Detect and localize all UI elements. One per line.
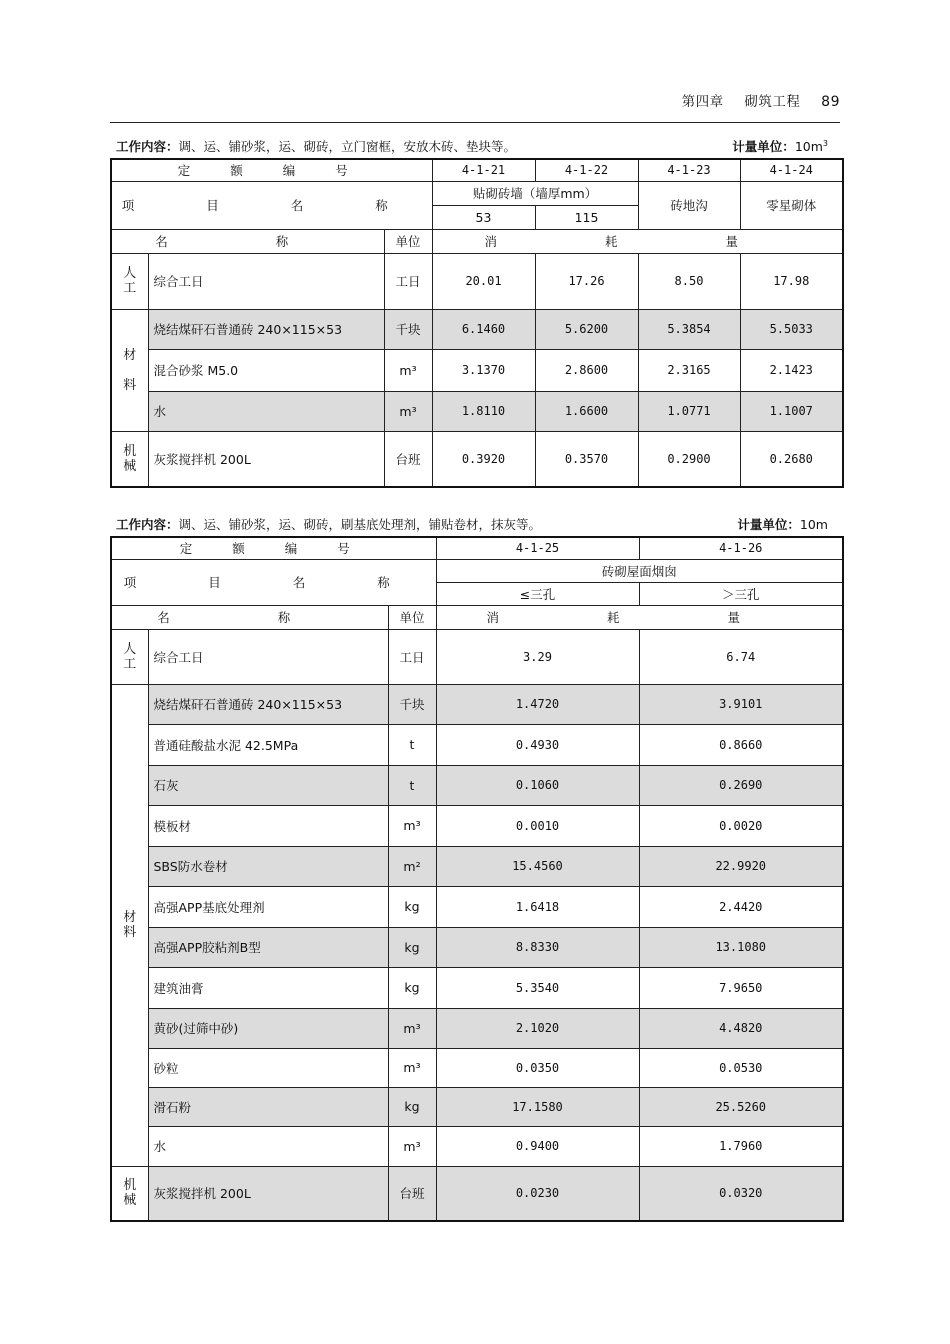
code-row (111, 537, 843, 559)
row-value: 2.1423 (740, 349, 843, 391)
row-unit: m³ (384, 349, 432, 391)
row-value: 1.8110 (432, 391, 535, 431)
row-value: 17.98 (740, 253, 843, 309)
quota-table-2 (110, 536, 844, 1222)
unit-sup: 3 (822, 138, 828, 148)
row-value: 1.1007 (740, 391, 843, 431)
row-name: 综合工日 (148, 629, 388, 684)
cat-char: 材 (123, 910, 137, 925)
row-value: 2.4420 (639, 886, 843, 927)
item-row (111, 181, 843, 205)
column-header-row (111, 605, 843, 629)
row-value: 2.8600 (535, 349, 638, 391)
row-value: 17.1580 (436, 1087, 639, 1126)
code-label: 定 额 编 号 (111, 159, 432, 181)
row-value: 0.4930 (436, 724, 639, 765)
item-label: 项 目 名 称 (111, 181, 432, 229)
row-value: 0.9400 (436, 1126, 639, 1166)
table1-meta (116, 137, 828, 155)
row-name: 普通硅酸盐水泥 42.5MPa (148, 724, 388, 765)
page-number: 89 (821, 94, 840, 110)
row-unit: 千块 (388, 684, 436, 724)
table-row (111, 886, 843, 927)
row-value: 1.6600 (535, 391, 638, 431)
code-cell: 4-1-21 (432, 159, 535, 181)
table-row (111, 765, 843, 805)
table-row (111, 927, 843, 967)
work-label: 工作内容： (116, 139, 179, 154)
row-name: 灰浆搅拌机 200L (148, 431, 384, 487)
category-machine (111, 431, 148, 487)
cat-char: 人 (123, 641, 137, 657)
table2-meta (116, 515, 828, 533)
row-name: 砂粒 (148, 1048, 388, 1087)
row-value: 0.1060 (436, 765, 639, 805)
row-value: 0.2680 (740, 431, 843, 487)
row-value: 5.5033 (740, 309, 843, 349)
row-value: 6.74 (639, 629, 843, 684)
row-unit: 千块 (384, 309, 432, 349)
row-unit: 工日 (388, 629, 436, 684)
cat-char: 人 (123, 266, 137, 281)
chapter-title: 第四章 (681, 94, 724, 110)
code-cell: 4-1-24 (740, 159, 843, 181)
table-row (111, 805, 843, 846)
row-name: SBS防水卷材 (148, 846, 388, 886)
cat-char: 料 (123, 925, 137, 940)
sub-label: ＞三孔 (639, 582, 843, 605)
col3-label: 砖地沟 (638, 181, 740, 229)
unit-info (737, 515, 828, 533)
row-value: 17.26 (535, 253, 638, 309)
cat-char: 材 (123, 347, 137, 363)
table-row (111, 1008, 843, 1048)
item-row (111, 559, 843, 582)
code-cell: 4-1-26 (639, 537, 843, 559)
column-header-row (111, 229, 843, 253)
col4-label: 零星砌体 (740, 181, 843, 229)
row-value: 3.9101 (639, 684, 843, 724)
work-label: 工作内容： (116, 517, 179, 532)
unit-header: 单位 (388, 605, 436, 629)
table-row (111, 349, 843, 391)
row-unit: t (388, 724, 436, 765)
row-name: 综合工日 (148, 253, 384, 309)
row-value: 2.3165 (638, 349, 740, 391)
unit-label: 计量单位： (737, 517, 800, 532)
row-unit: m³ (388, 1126, 436, 1166)
cat-char: 机 (123, 1178, 137, 1194)
table-row (111, 1166, 843, 1221)
row-name: 烧结煤矸石普通砖 240×115×53 (148, 309, 384, 349)
table-row (111, 391, 843, 431)
row-unit: kg (388, 886, 436, 927)
row-unit: kg (388, 927, 436, 967)
row-value: 15.4560 (436, 846, 639, 886)
row-value: 22.9920 (639, 846, 843, 886)
work-text: 调、运、铺砂浆，运、砌砖，立门窗框，安放木砖、垫块等。 (178, 139, 517, 154)
cat-char: 料 (123, 377, 137, 393)
row-value: 2.1020 (436, 1008, 639, 1048)
quota-table-1 (110, 158, 844, 488)
row-name: 高强APP胶粘剂B型 (148, 927, 388, 967)
cat-char: 工 (123, 656, 137, 672)
sub-label: ≤三孔 (436, 582, 639, 605)
code-cell: 4-1-23 (638, 159, 740, 181)
unit-value: 10m (799, 517, 828, 532)
unit-header: 单位 (384, 229, 432, 253)
row-unit: m³ (388, 1048, 436, 1087)
row-value: 0.0350 (436, 1048, 639, 1087)
row-unit: 台班 (388, 1166, 436, 1221)
row-value: 0.2690 (639, 765, 843, 805)
row-unit: kg (388, 1087, 436, 1126)
row-value: 5.6200 (535, 309, 638, 349)
row-name: 混合砂浆 M5.0 (148, 349, 384, 391)
table-row (111, 1048, 843, 1087)
category-material (111, 309, 148, 431)
section-title: 砌筑工程 (744, 94, 801, 110)
table-row (111, 846, 843, 886)
code-cell: 4-1-22 (535, 159, 638, 181)
code-row (111, 159, 843, 181)
row-unit: m³ (388, 1008, 436, 1048)
category-material (111, 684, 148, 1166)
work-text: 调、运、铺砂浆，运、砌砖，刷基底处理剂，铺贴卷材，抹灰等。 (178, 517, 542, 532)
table-row (111, 967, 843, 1008)
header-text (666, 90, 840, 110)
row-value: 0.0230 (436, 1166, 639, 1221)
table-row (111, 431, 843, 487)
group-label: 砖砌屋面烟囱 (436, 559, 843, 582)
row-value: 13.1080 (639, 927, 843, 967)
row-value: 25.5260 (639, 1087, 843, 1126)
row-value: 1.0771 (638, 391, 740, 431)
row-name: 水 (148, 391, 384, 431)
table-row (111, 724, 843, 765)
row-name: 高强APP基底处理剂 (148, 886, 388, 927)
row-unit: t (388, 765, 436, 805)
cat-char: 机 (123, 443, 137, 459)
row-value: 3.29 (436, 629, 639, 684)
row-value: 1.7960 (639, 1126, 843, 1166)
group-label: 贴砌砖墙（墙厚mm） (432, 181, 638, 205)
sub-label: 53 (432, 205, 535, 229)
table-row (111, 253, 843, 309)
row-value: 0.3570 (535, 431, 638, 487)
row-name: 石灰 (148, 765, 388, 805)
unit-value: 10m (794, 139, 823, 154)
row-value: 0.8660 (639, 724, 843, 765)
row-value: 6.1460 (432, 309, 535, 349)
row-unit: m³ (384, 391, 432, 431)
row-unit: m³ (388, 805, 436, 846)
row-name: 模板材 (148, 805, 388, 846)
row-unit: 工日 (384, 253, 432, 309)
page-header (110, 86, 840, 123)
row-unit: 台班 (384, 431, 432, 487)
unit-info (732, 137, 828, 155)
table-row (111, 1087, 843, 1126)
cat-char: 械 (123, 458, 137, 474)
row-value: 0.0320 (639, 1166, 843, 1221)
row-value: 0.3920 (432, 431, 535, 487)
unit-label: 计量单位： (732, 139, 795, 154)
table-row (111, 309, 843, 349)
table-row (111, 629, 843, 684)
table-row (111, 1126, 843, 1166)
row-value: 3.1370 (432, 349, 535, 391)
row-name: 建筑油膏 (148, 967, 388, 1008)
cat-char: 工 (123, 281, 137, 296)
row-name: 灰浆搅拌机 200L (148, 1166, 388, 1221)
row-unit: kg (388, 967, 436, 1008)
row-value: 20.01 (432, 253, 535, 309)
cat-char: 械 (123, 1193, 137, 1209)
row-value: 1.4720 (436, 684, 639, 724)
row-value: 1.6418 (436, 886, 639, 927)
row-value: 0.0530 (639, 1048, 843, 1087)
row-value: 8.8330 (436, 927, 639, 967)
row-value: 0.0010 (436, 805, 639, 846)
consume-header: 消 耗 量 (436, 605, 843, 629)
row-value: 4.4820 (639, 1008, 843, 1048)
row-value: 5.3854 (638, 309, 740, 349)
row-value: 0.0020 (639, 805, 843, 846)
row-name: 黄砂(过筛中砂) (148, 1008, 388, 1048)
consume-header: 消 耗 量 (432, 229, 843, 253)
table-row (111, 684, 843, 724)
item-label: 项 目 名 称 (111, 559, 436, 605)
row-value: 7.9650 (639, 967, 843, 1008)
row-value: 0.2900 (638, 431, 740, 487)
work-content (116, 517, 541, 532)
row-unit: m² (388, 846, 436, 886)
row-value: 5.3540 (436, 967, 639, 1008)
category-machine (111, 1166, 148, 1221)
name-header: 名 称 (111, 605, 388, 629)
work-content (116, 139, 516, 154)
row-name: 滑石粉 (148, 1087, 388, 1126)
row-name: 水 (148, 1126, 388, 1166)
code-cell: 4-1-25 (436, 537, 639, 559)
category-labor (111, 253, 148, 309)
sub-label: 115 (535, 205, 638, 229)
code-label: 定 额 编 号 (111, 537, 436, 559)
row-name: 烧结煤矸石普通砖 240×115×53 (148, 684, 388, 724)
row-value: 8.50 (638, 253, 740, 309)
category-labor (111, 629, 148, 684)
name-header: 名 称 (111, 229, 384, 253)
